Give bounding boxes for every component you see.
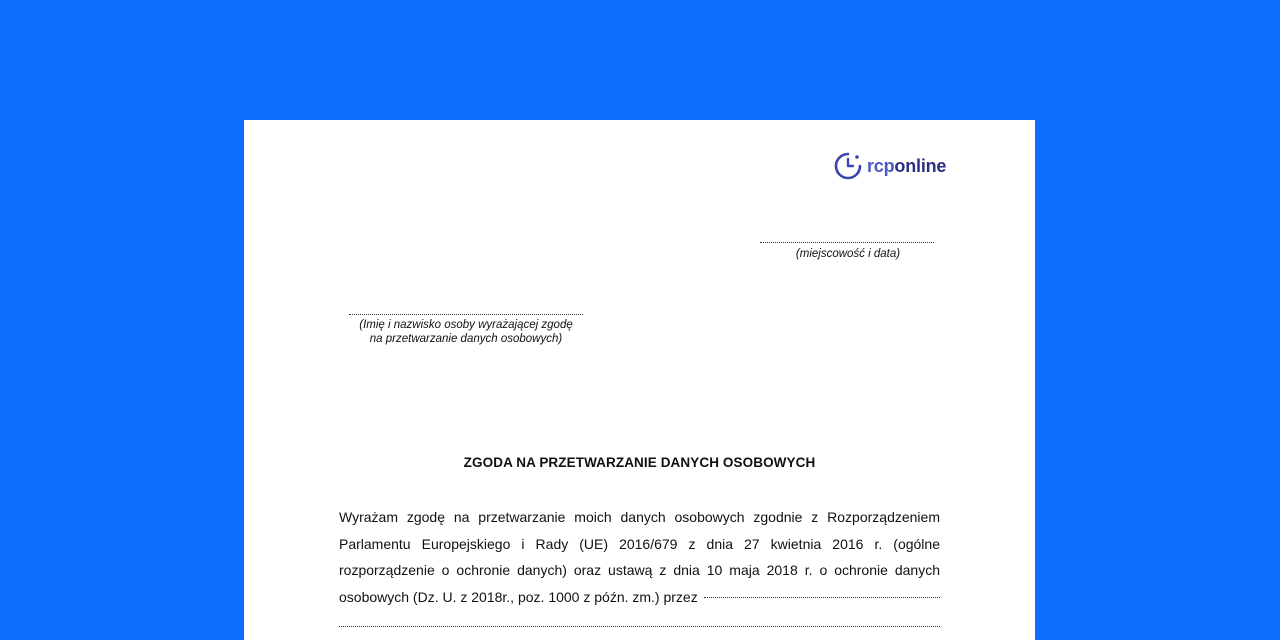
clock-icon (833, 151, 863, 181)
logo-rcp: rcp (867, 155, 895, 176)
logo-wordmark (867, 156, 946, 177)
paragraph-line-4-text: osobowych (Dz. U. z 2018r., poz. 1000 z późn. zm.) przez (339, 588, 698, 605)
place-date-field[interactable] (760, 242, 934, 243)
paragraph-line-3: rozporządzenie o ochronie danych) oraz ustawą z dnia 10 maja 2018 r. o ochronie danych (339, 562, 940, 578)
document-page (244, 120, 1035, 640)
paragraph-line-4 (339, 584, 940, 611)
place-date-caption: (miejscowość i data) (795, 248, 901, 260)
person-caption (344, 318, 588, 346)
document-title: ZGODA NA PRZETWARZANIE DANYCH OSOBOWYCH (463, 455, 816, 470)
processor-name-field-continued[interactable] (339, 626, 940, 627)
rcponline-logo (833, 150, 946, 182)
consent-paragraph (339, 504, 940, 610)
person-caption-line2: na przetwarzanie danych osobowych) (369, 333, 563, 345)
logo-online: online (894, 155, 947, 176)
paragraph-line-1: Wyrażam zgodę na przetwarzanie moich danych osobowych zgodnie z Rozporządzeniem (339, 509, 940, 525)
person-name-field[interactable] (349, 314, 583, 315)
processor-name-field[interactable] (704, 597, 940, 598)
person-caption-line1: (Imię i nazwisko osoby wyrażającej zgodę (359, 319, 573, 331)
paragraph-line-2: Parlamentu Europejskiego i Rady (UE) 2016/679 z dnia 27 kwietnia 2016 r. (ogólne (339, 535, 940, 552)
